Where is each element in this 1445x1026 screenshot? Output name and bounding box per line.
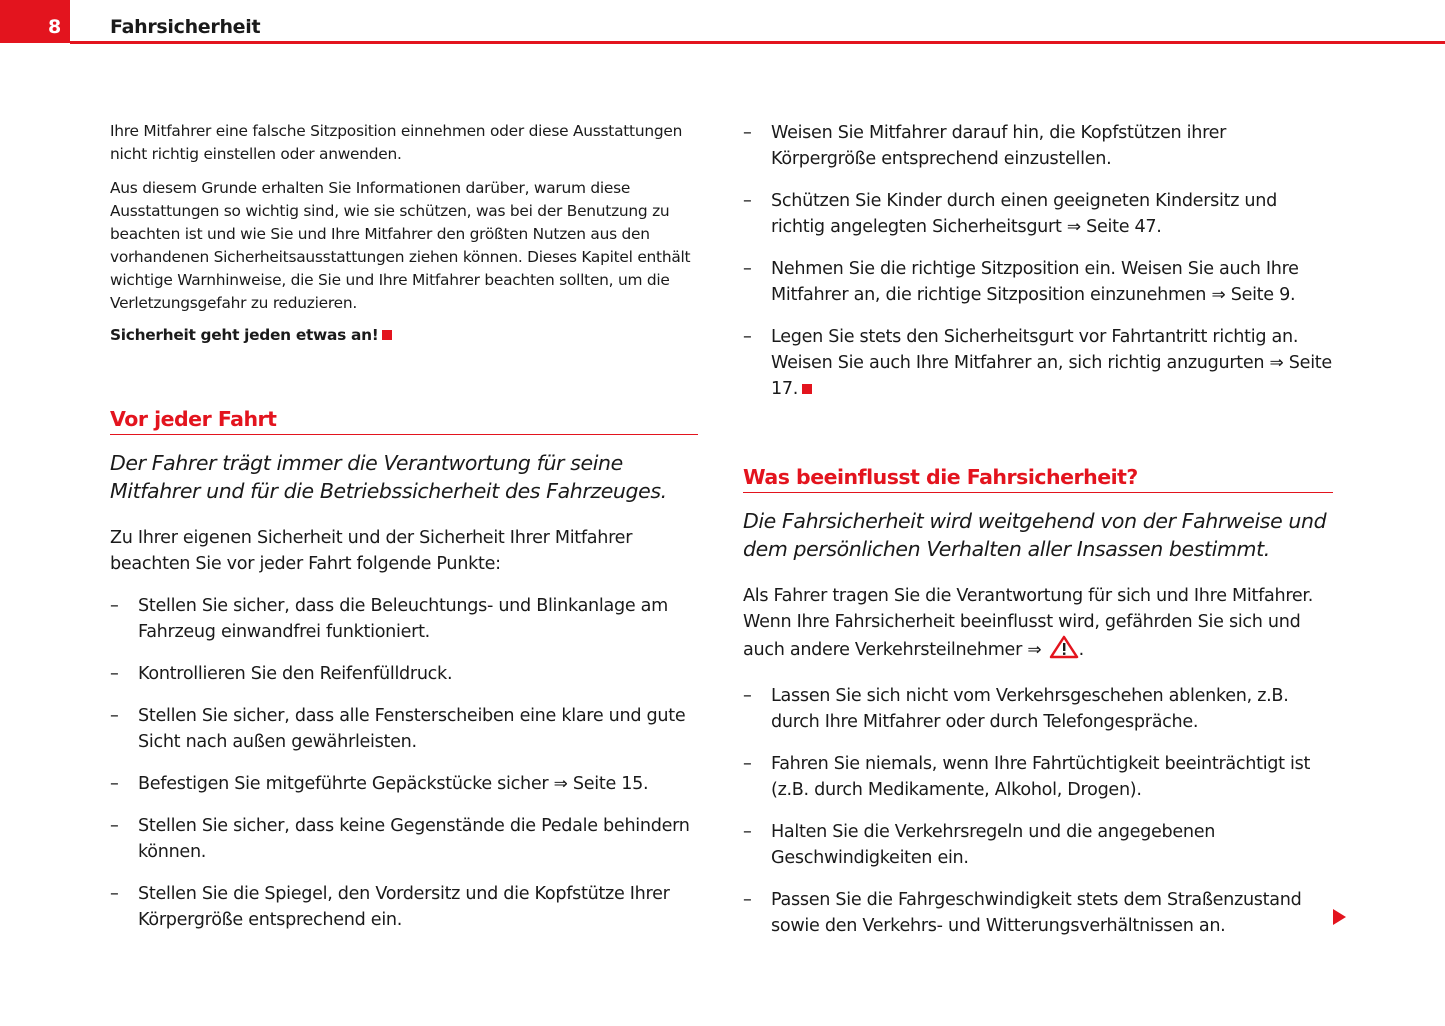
list-item: – Befestigen Sie mitgeführte Gepäckstücke sicher ⇒ Seite 15. (110, 774, 649, 794)
arrow-right-icon: ⇒ (1211, 285, 1226, 305)
list-item: – Lassen Sie sich nicht vom Verkehrsgeschehen ablenken, z.B. durch Ihre Mitfahrer oder durch Telefongespräche. (743, 686, 1289, 732)
checklist (743, 683, 1333, 939)
page-number: 8 (48, 16, 62, 38)
checklist (110, 593, 698, 933)
bold-statement: Sicherheit geht jeden etwas an! (110, 326, 698, 344)
list-item: – Halten Sie die Verkehrsregeln und die angegebenen Geschwindigkeiten ein. (743, 822, 1216, 868)
page-reference-link[interactable]: Seite 17. (771, 353, 1332, 399)
intro-paragraph: Aus diesem Grunde erhalten Sie Informationen darüber, warum diese Ausstattungen so wichtig sind, wie sie schützen, was bei der Benutzung zu beachten ist und wie Sie und Ihre Mitfahrer den größten Nutzen aus den vorhandenen Sicherheitsausstattungen ziehen können. Dieses Kapitel enthält wichtige Warnhinweise, die Sie und Ihre Mitfahrer beachten sollten, um die Verletzungsgefahr zu reduzieren. (110, 179, 691, 312)
list-item: – Schützen Sie Kinder durch einen geeigneten Kindersitz und richtig angelegten Sicherheitsgurt ⇒ Seite 47. (743, 191, 1277, 237)
continue-next-page-icon[interactable] (1333, 909, 1346, 925)
arrow-right-icon: ⇒ (1269, 353, 1284, 373)
right-column (743, 104, 1333, 939)
section-heading-was-beeinflusst: Was beeinflusst die Fahrsicherheit? (743, 464, 1333, 493)
list-item: – Legen Sie stets den Sicherheitsgurt vor Fahrtantritt richtig an. Weisen Sie auch Ihre Mitfahrer an, sich richtig anzugurten ⇒ Seite 17. (743, 327, 1332, 399)
section-body: Zu Ihrer eigenen Sicherheit und der Sicherheit Ihrer Mitfahrer beachten Sie vor jeder Fahrt folgende Punkte: (110, 528, 633, 574)
section-lead: Die Fahrsicherheit wird weitgehend von der Fahrweise und dem persönlichen Verhalten aller Insassen bestimmt. (743, 509, 1327, 561)
checklist-continued (743, 120, 1333, 402)
header-rule (70, 41, 1445, 44)
list-item: – Stellen Sie sicher, dass die Beleuchtungs- und Blinkanlage am Fahrzeug einwandfrei funktioniert. (110, 596, 668, 642)
list-item: – Passen Sie die Fahrgeschwindigkeit stets dem Straßenzustand sowie den Verkehrs- und Witterungsverhältnissen an. (743, 890, 1302, 936)
list-item: – Kontrollieren Sie den Reifenfülldruck. (110, 664, 453, 684)
end-of-section-marker-icon (802, 384, 812, 394)
section-heading-vor-jeder-fahrt: Vor jeder Fahrt (110, 406, 698, 435)
arrow-right-icon: ⇒ (1066, 217, 1081, 237)
list-item: – Nehmen Sie die richtige Sitzposition ein. Weisen Sie auch Ihre Mitfahrer an, die richtige Sitzposition einzunehmen ⇒ Seite 9. (743, 259, 1299, 305)
arrow-right-icon: ⇒ (1027, 640, 1042, 660)
warning-triangle-icon[interactable] (1049, 635, 1079, 667)
arrow-right-icon: ⇒ (553, 774, 568, 794)
list-item: – Stellen Sie sicher, dass alle Fensterscheiben eine klare und gute Sicht nach außen gewährleisten. (110, 706, 686, 752)
section-body: Als Fahrer tragen Sie die Verantwortung für sich und Ihre Mitfahrer. Wenn Ihre Fahrsicherheit beeinflusst wird, gefährden Sie sich und auch andere Verkehrsteilnehmer ⇒ . (743, 583, 1333, 667)
page-reference-link[interactable]: Seite 47. (1086, 217, 1162, 237)
end-of-section-marker-icon (382, 330, 392, 340)
chapter-title: Fahrsicherheit (110, 16, 261, 38)
list-item: – Stellen Sie sicher, dass keine Gegenstände die Pedale behindern können. (110, 816, 690, 862)
left-column (110, 120, 698, 933)
page-reference-link[interactable]: Seite 9. (1230, 285, 1296, 305)
page-reference-link[interactable]: Seite 15. (572, 774, 649, 794)
section-lead: Der Fahrer trägt immer die Verantwortung für seine Mitfahrer und für die Betriebssicherheit des Fahrzeuges. (110, 451, 667, 503)
list-item: – Stellen Sie die Spiegel, den Vordersitz und die Kopfstütze Ihrer Körpergröße entsprechend ein. (110, 884, 670, 930)
list-item: – Weisen Sie Mitfahrer darauf hin, die Kopfstützen ihrer Körpergröße entsprechend einzustellen. (743, 123, 1227, 169)
intro-paragraph: Ihre Mitfahrer eine falsche Sitzposition einnehmen oder diese Ausstattungen nicht richtig einstellen oder anwenden. (110, 122, 683, 163)
list-item: – Fahren Sie niemals, wenn Ihre Fahrtüchtigkeit beeinträchtigt ist (z.B. durch Medikamente, Alkohol, Drogen). (743, 754, 1311, 800)
